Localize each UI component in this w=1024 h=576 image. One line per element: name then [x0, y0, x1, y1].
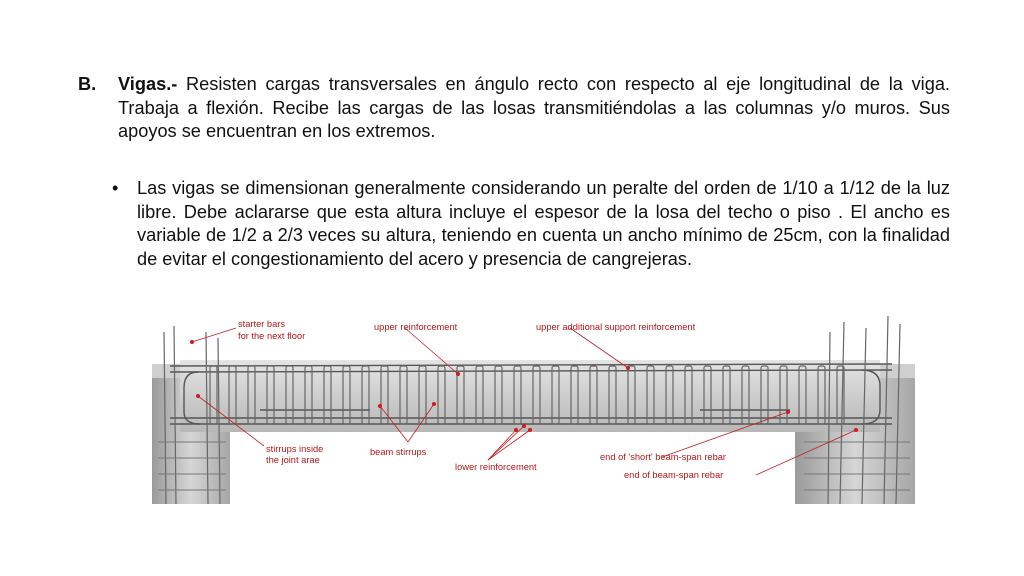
item-b-text: Resisten cargas transversales en ángulo recto con respecto al eje longitudinal de la viga. Trabaja a flexión. Recibe las cargas de las losas transmitiéndolas a las columnas y/o muros. Sus apoyos se encuentran en los extremos.	[118, 74, 950, 141]
item-b-lead: Vigas.-	[118, 74, 178, 94]
label-upper-reinforcement: upper reinforcement	[374, 322, 458, 332]
item-b-marker: B.	[78, 74, 97, 94]
label-end-short: end of 'short' beam-span rebar	[600, 452, 727, 462]
item-b-paragraph	[118, 73, 950, 144]
label-starter-bars-2: for the next floor	[238, 331, 306, 341]
label-lower-reinforcement: lower reinforcement	[455, 462, 537, 472]
beam-reinforcement-figure	[140, 312, 920, 504]
label-starter-bars-1: starter bars	[238, 319, 286, 329]
label-beam-stirrups: beam stirrups	[370, 447, 427, 457]
bullet-symbol: •	[112, 178, 119, 198]
beam-reinforcement-diagram	[140, 312, 920, 504]
label-end-beam-span: end of beam-span rebar	[624, 470, 724, 480]
bullet-item	[112, 177, 950, 271]
item-b	[78, 73, 950, 144]
label-stirrups-joint-1: stirrups inside	[266, 444, 324, 454]
label-stirrups-joint-2: the joint arae	[266, 455, 320, 465]
bullet-text: Las vigas se dimensionan generalmente considerando un peralte del orden de 1/10 a 1/12 de la luz libre. Debe aclararse que esta altura incluye el espesor de la losa del techo o piso . El ancho es variable de 1/2 a 2/3 veces su altura, teniendo en cuenta un ancho mínimo de 25cm, con la finalidad de evitar el congestionamiento del acero y presencia de cangrejeras.	[137, 178, 950, 269]
label-upper-additional: upper additional support reinforcement	[536, 322, 696, 332]
